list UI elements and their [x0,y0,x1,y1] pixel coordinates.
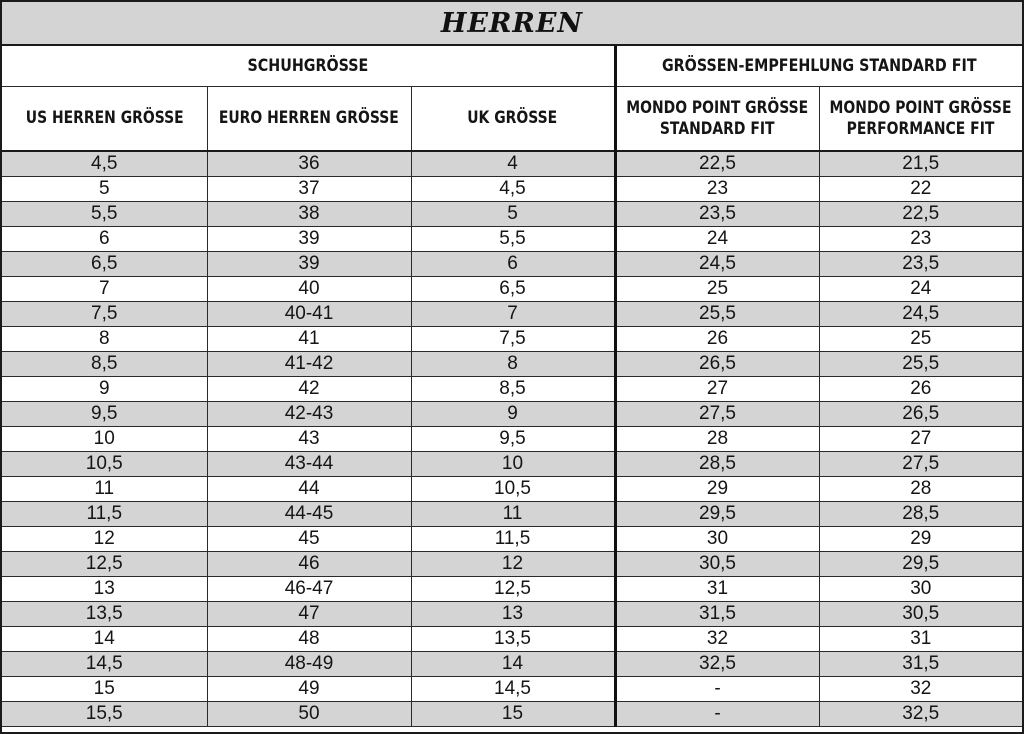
table-row [2,327,1022,352]
table-row [2,502,1022,527]
cell-mondo-standard: 31,5 [615,602,819,627]
cell-mondo-standard: 23 [615,177,819,202]
table-row [2,302,1022,327]
cell-euro-size: 38 [207,202,411,227]
table-row [2,151,1022,177]
cell-mondo-standard: 23,5 [615,202,819,227]
column-header-mondo-performance: MONDO POINT GRÖSSE PERFORMANCE FIT [819,87,1022,152]
cell-uk-size: 14 [411,652,615,677]
cell-mondo-performance: 26,5 [819,402,1022,427]
cell-mondo-standard: 32,5 [615,652,819,677]
cell-mondo-performance: 21,5 [819,151,1022,177]
table-row [2,277,1022,302]
cell-us-size: 10,5 [2,452,207,477]
cell-us-size: 14,5 [2,652,207,677]
cell-uk-size: 8,5 [411,377,615,402]
cell-uk-size: 9 [411,402,615,427]
cell-mondo-performance: 32 [819,677,1022,702]
cell-mondo-performance: 29,5 [819,552,1022,577]
group-header-recommendation: GRÖSSEN-EMPFEHLUNG STANDARD FIT [615,46,1022,87]
cell-uk-size: 12 [411,552,615,577]
cell-us-size: 15 [2,677,207,702]
table-row [2,527,1022,552]
cell-mondo-standard: 26 [615,327,819,352]
cell-us-size: 8 [2,327,207,352]
cell-us-size: 6,5 [2,252,207,277]
cell-us-size: 4,5 [2,151,207,177]
cell-mondo-standard: 24 [615,227,819,252]
cell-uk-size: 10,5 [411,477,615,502]
cell-euro-size: 45 [207,527,411,552]
cell-mondo-performance: 23 [819,227,1022,252]
cell-euro-size: 43 [207,427,411,452]
table-row [2,552,1022,577]
cell-uk-size: 9,5 [411,427,615,452]
cell-uk-size: 11 [411,502,615,527]
cell-uk-size: 14,5 [411,677,615,702]
cell-mondo-standard: 30 [615,527,819,552]
size-table [2,46,1022,727]
cell-euro-size: 41-42 [207,352,411,377]
cell-mondo-standard: 28 [615,427,819,452]
cell-euro-size: 41 [207,327,411,352]
group-header-row [2,46,1022,87]
cell-mondo-standard: 27,5 [615,402,819,427]
cell-euro-size: 42-43 [207,402,411,427]
cell-us-size: 13,5 [2,602,207,627]
cell-euro-size: 50 [207,702,411,727]
cell-mondo-performance: 31 [819,627,1022,652]
cell-euro-size: 36 [207,151,411,177]
cell-mondo-performance: 22,5 [819,202,1022,227]
cell-euro-size: 39 [207,227,411,252]
table-row [2,577,1022,602]
table-row [2,602,1022,627]
table-row [2,652,1022,677]
cell-euro-size: 37 [207,177,411,202]
cell-uk-size: 13 [411,602,615,627]
cell-euro-size: 46-47 [207,577,411,602]
cell-mondo-performance: 28 [819,477,1022,502]
cell-mondo-standard: 32 [615,627,819,652]
cell-uk-size: 5,5 [411,227,615,252]
chart-title: HERREN [2,2,1022,46]
cell-mondo-standard: 26,5 [615,352,819,377]
cell-uk-size: 4 [411,151,615,177]
cell-us-size: 6 [2,227,207,252]
cell-us-size: 12,5 [2,552,207,577]
cell-us-size: 11 [2,477,207,502]
cell-uk-size: 5 [411,202,615,227]
table-row [2,452,1022,477]
cell-euro-size: 40 [207,277,411,302]
cell-euro-size: 39 [207,252,411,277]
cell-uk-size: 4,5 [411,177,615,202]
cell-uk-size: 8 [411,352,615,377]
cell-euro-size: 49 [207,677,411,702]
cell-us-size: 12 [2,527,207,552]
table-row [2,377,1022,402]
cell-mondo-performance: 29 [819,527,1022,552]
table-row [2,402,1022,427]
cell-mondo-performance: 30,5 [819,602,1022,627]
cell-us-size: 15,5 [2,702,207,727]
cell-mondo-performance: 27,5 [819,452,1022,477]
cell-euro-size: 44-45 [207,502,411,527]
cell-us-size: 11,5 [2,502,207,527]
table-row [2,352,1022,377]
cell-us-size: 7,5 [2,302,207,327]
cell-mondo-standard: 27 [615,377,819,402]
cell-uk-size: 7,5 [411,327,615,352]
cell-euro-size: 48 [207,627,411,652]
cell-mondo-performance: 32,5 [819,702,1022,727]
table-row [2,627,1022,652]
cell-mondo-standard: 29,5 [615,502,819,527]
cell-mondo-performance: 31,5 [819,652,1022,677]
size-rows [2,151,1022,727]
cell-mondo-performance: 26 [819,377,1022,402]
cell-uk-size: 10 [411,452,615,477]
cell-uk-size: 15 [411,702,615,727]
cell-mondo-performance: 30 [819,577,1022,602]
cell-mondo-standard: 28,5 [615,452,819,477]
cell-uk-size: 13,5 [411,627,615,652]
table-row [2,702,1022,727]
column-header-mondo-standard: MONDO POINT GRÖSSE STANDARD FIT [615,87,819,152]
cell-us-size: 7 [2,277,207,302]
cell-mondo-performance: 25 [819,327,1022,352]
table-row [2,202,1022,227]
cell-mondo-performance: 24 [819,277,1022,302]
table-row [2,227,1022,252]
cell-us-size: 8,5 [2,352,207,377]
cell-us-size: 13 [2,577,207,602]
column-header-uk: UK GRÖSSE [411,87,615,152]
table-row [2,252,1022,277]
group-header-shoe-size: SCHUHGRÖSSE [2,46,615,87]
cell-mondo-standard: 24,5 [615,252,819,277]
cell-mondo-standard: 31 [615,577,819,602]
column-header-us: US HERREN GRÖSSE [2,87,207,152]
cell-uk-size: 6,5 [411,277,615,302]
cell-euro-size: 47 [207,602,411,627]
cell-euro-size: 42 [207,377,411,402]
cell-us-size: 10 [2,427,207,452]
table-row [2,677,1022,702]
cell-euro-size: 43-44 [207,452,411,477]
cell-uk-size: 6 [411,252,615,277]
table-row [2,427,1022,452]
cell-euro-size: 40-41 [207,302,411,327]
cell-mondo-standard: 25,5 [615,302,819,327]
table-row [2,477,1022,502]
cell-uk-size: 12,5 [411,577,615,602]
cell-mondo-standard: 30,5 [615,552,819,577]
cell-us-size: 9,5 [2,402,207,427]
cell-us-size: 14 [2,627,207,652]
cell-mondo-standard: 29 [615,477,819,502]
cell-mondo-performance: 27 [819,427,1022,452]
cell-euro-size: 46 [207,552,411,577]
cell-us-size: 5,5 [2,202,207,227]
cell-mondo-performance: 24,5 [819,302,1022,327]
cell-mondo-performance: 25,5 [819,352,1022,377]
cell-us-size: 5 [2,177,207,202]
cell-uk-size: 11,5 [411,527,615,552]
cell-mondo-standard: - [615,702,819,727]
cell-mondo-standard: 22,5 [615,151,819,177]
cell-mondo-performance: 28,5 [819,502,1022,527]
cell-euro-size: 44 [207,477,411,502]
cell-mondo-performance: 23,5 [819,252,1022,277]
cell-mondo-standard: 25 [615,277,819,302]
column-header-euro: EURO HERREN GRÖSSE [207,87,411,152]
table-row [2,177,1022,202]
cell-mondo-performance: 22 [819,177,1022,202]
cell-us-size: 9 [2,377,207,402]
column-header-row [2,87,1022,152]
cell-uk-size: 7 [411,302,615,327]
cell-mondo-standard: - [615,677,819,702]
cell-euro-size: 48-49 [207,652,411,677]
